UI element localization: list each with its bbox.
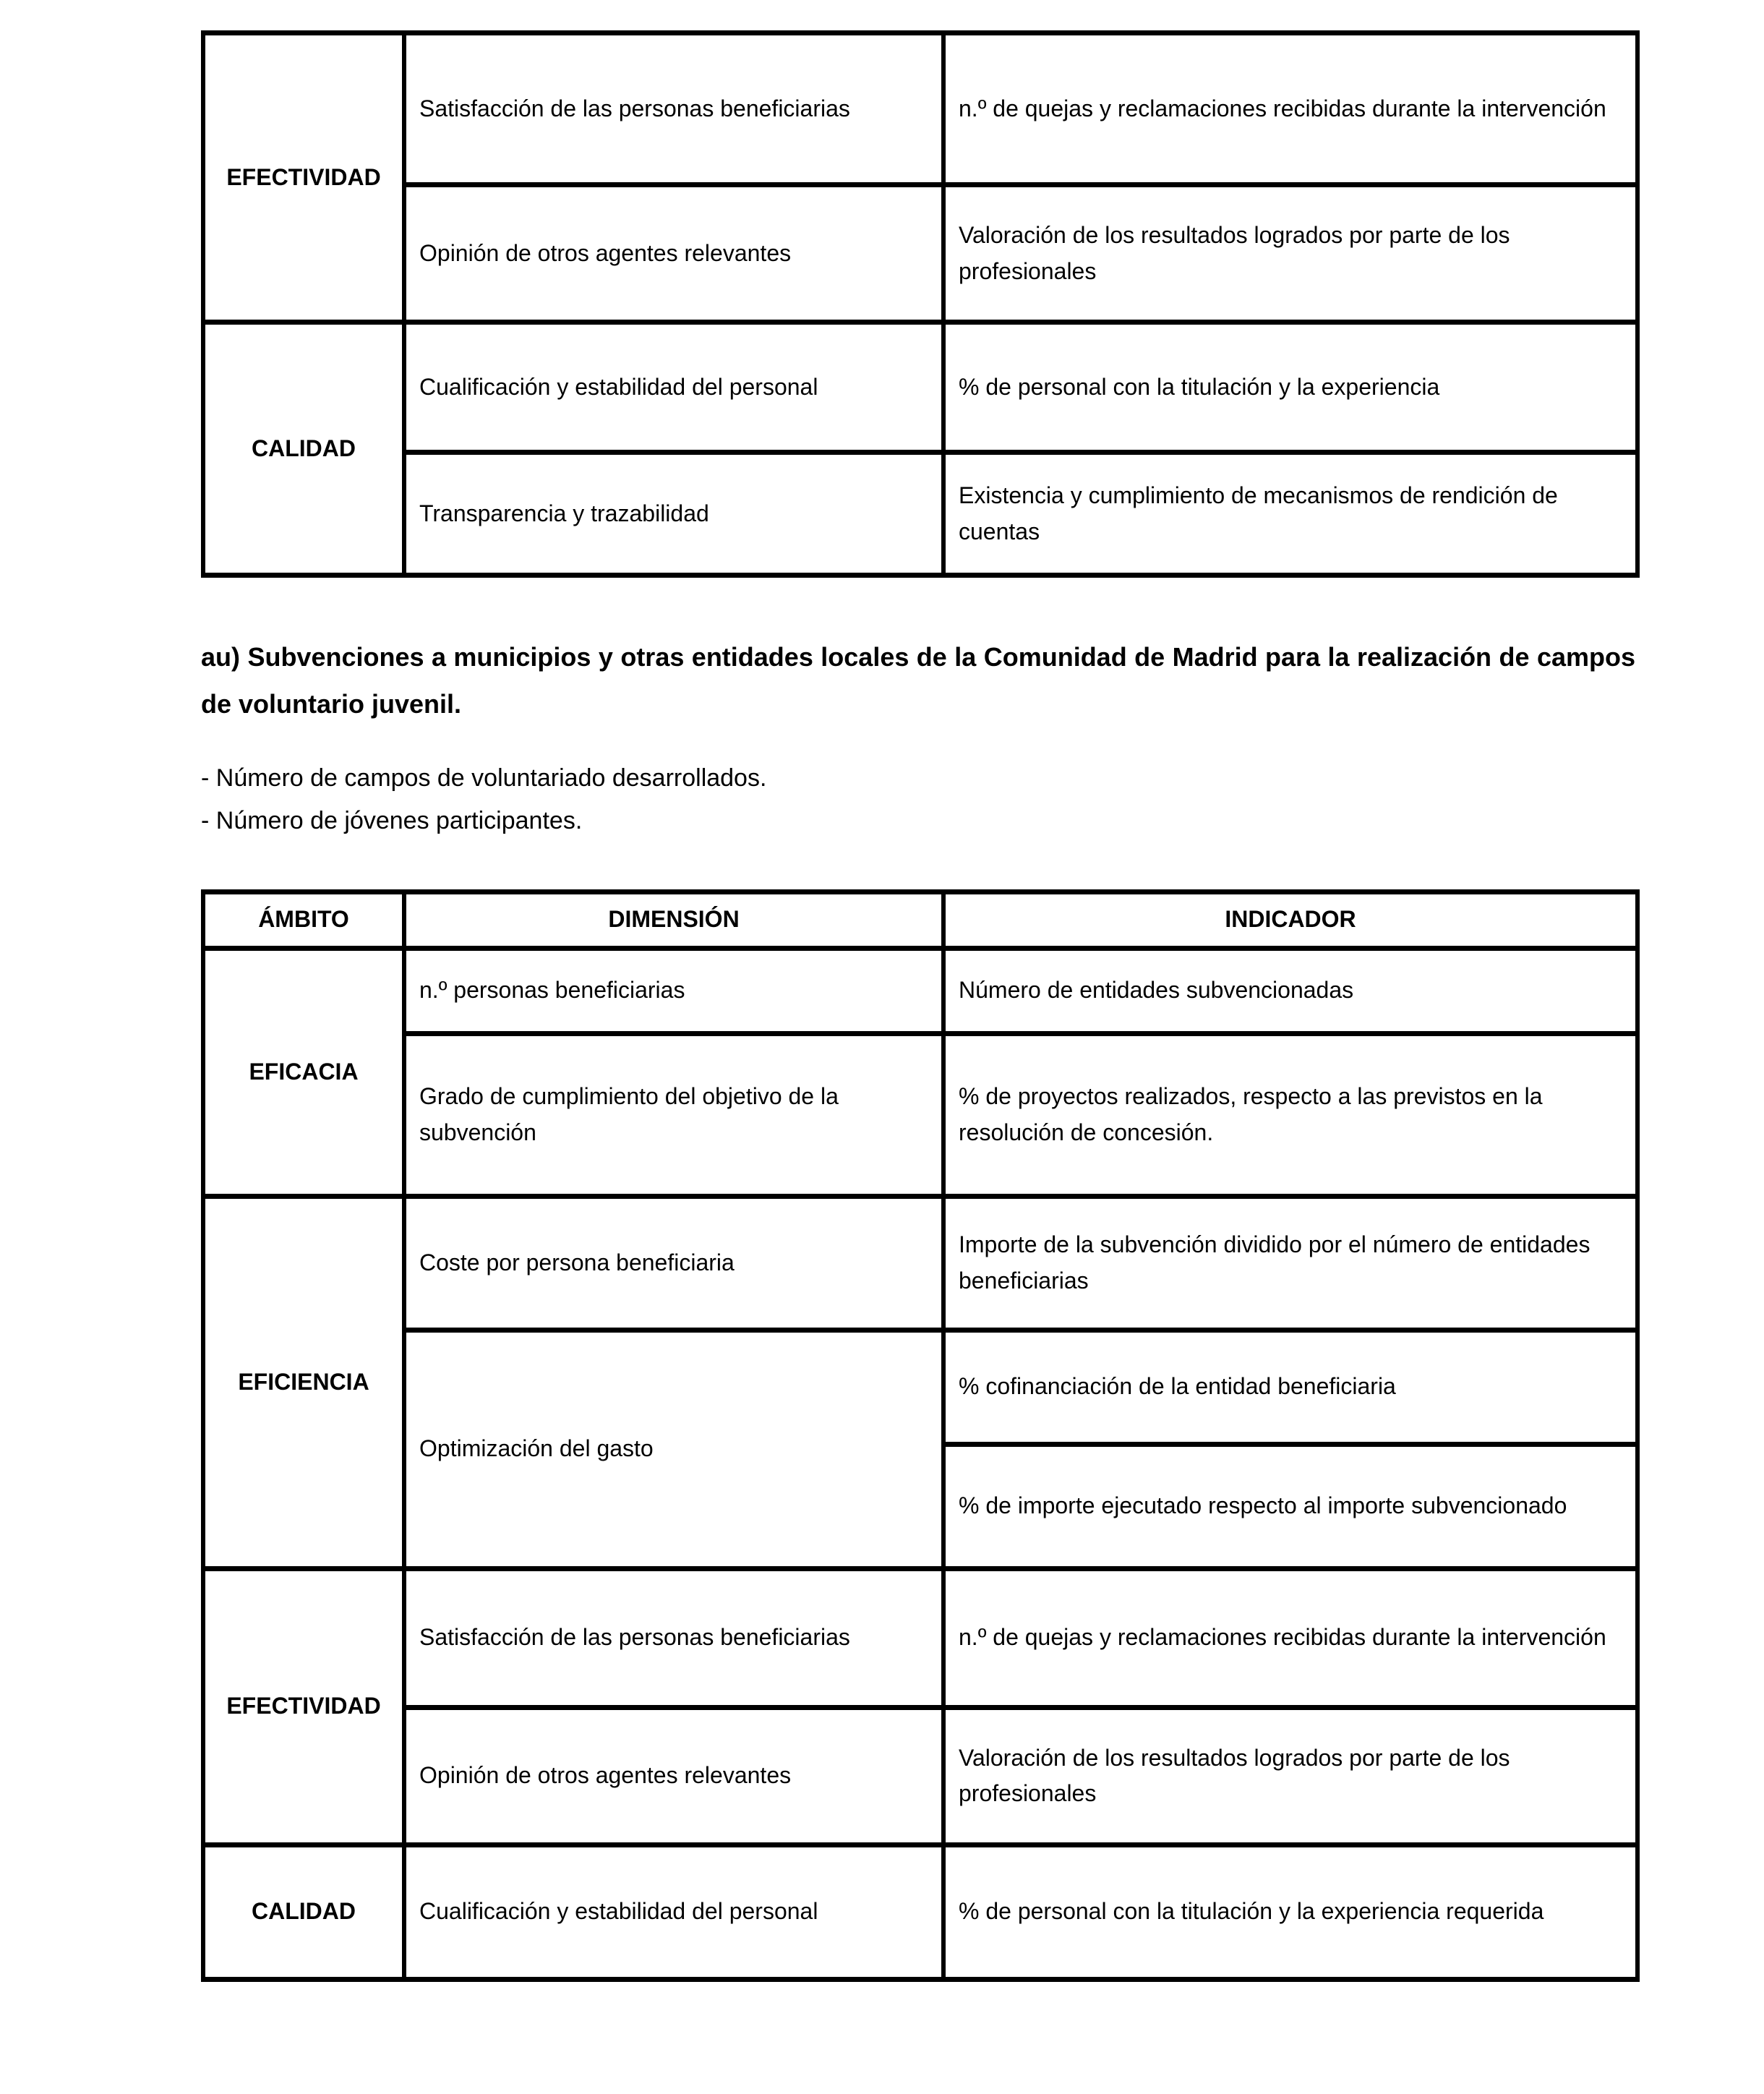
indicator-cell: % de personal con la titulación y la experiencia requerida — [943, 1845, 1637, 1979]
dimension-cell: n.º personas beneficiarias — [404, 948, 943, 1033]
indicators-table — [201, 889, 1640, 1982]
table-row — [203, 33, 1637, 185]
indicator-cell: % de proyectos realizados, respecto a las previstos en la resolución de concesión. — [943, 1033, 1637, 1196]
ambito-cell: CALIDAD — [203, 322, 404, 576]
dimension-cell: Coste por persona beneficiaria — [404, 1196, 943, 1330]
indicator-cell: Valoración de los resultados logrados por parte de los profesionales — [943, 1707, 1637, 1845]
bullet-list — [201, 757, 1635, 843]
table-row — [203, 1707, 1637, 1845]
table-row — [203, 1033, 1637, 1196]
table-header-row — [203, 892, 1637, 948]
table-row — [203, 1196, 1637, 1330]
column-header-indicador: INDICADOR — [943, 892, 1637, 948]
ambito-cell: EFECTIVIDAD — [203, 33, 404, 322]
indicator-cell: n.º de quejas y reclamaciones recibidas durante la intervención — [943, 33, 1637, 185]
indicator-cell: n.º de quejas y reclamaciones recibidas durante la intervención — [943, 1568, 1637, 1707]
indicator-cell: % cofinanciación de la entidad beneficiaria — [943, 1330, 1637, 1444]
column-header-ambito: ÁMBITO — [203, 892, 404, 948]
ambito-cell: CALIDAD — [203, 1845, 404, 1979]
indicator-cell: Importe de la subvención dividido por el número de entidades beneficiarias — [943, 1196, 1637, 1330]
column-header-dimension: DIMENSIÓN — [404, 892, 943, 948]
dimension-cell: Opinión de otros agentes relevantes — [404, 1707, 943, 1845]
table-row — [203, 453, 1637, 576]
ambito-cell: EFECTIVIDAD — [203, 1568, 404, 1845]
table-row — [203, 185, 1637, 322]
table-row — [203, 1845, 1637, 1979]
indicator-cell: Existencia y cumplimiento de mecanismos de rendición de cuentas — [943, 453, 1637, 576]
dimension-cell: Transparencia y trazabilidad — [404, 453, 943, 576]
indicators-table-continuation — [201, 30, 1640, 578]
table-row — [203, 1568, 1637, 1707]
document-page — [201, 0, 1635, 1982]
indicator-cell: Número de entidades subvencionadas — [943, 948, 1637, 1033]
table-row — [203, 948, 1637, 1033]
ambito-cell: EFICIENCIA — [203, 1196, 404, 1568]
bullet-line: - Número de campos de voluntariado desarrollados. — [201, 764, 767, 792]
dimension-cell: Optimización del gasto — [404, 1330, 943, 1568]
indicator-cell: % de importe ejecutado respecto al importe subvencionado — [943, 1444, 1637, 1568]
ambito-cell: EFICACIA — [203, 948, 404, 1196]
dimension-cell: Cualificación y estabilidad del personal — [404, 1845, 943, 1979]
dimension-cell: Cualificación y estabilidad del personal — [404, 322, 943, 453]
table-row — [203, 322, 1637, 453]
bullet-line: - Número de jóvenes participantes. — [201, 807, 583, 835]
section-heading: au) Subvenciones a municipios y otras entidades locales de la Comunidad de Madrid para la realización de campos de voluntario juvenil. — [201, 642, 1635, 719]
dimension-cell: Opinión de otros agentes relevantes — [404, 185, 943, 322]
table-row — [203, 1330, 1637, 1444]
dimension-cell: Satisfacción de las personas beneficiarias — [404, 33, 943, 185]
dimension-cell: Satisfacción de las personas beneficiarias — [404, 1568, 943, 1707]
indicator-cell: Valoración de los resultados logrados por parte de los profesionales — [943, 185, 1637, 322]
dimension-cell: Grado de cumplimiento del objetivo de la subvención — [404, 1033, 943, 1196]
indicator-cell: % de personal con la titulación y la experiencia — [943, 322, 1637, 453]
